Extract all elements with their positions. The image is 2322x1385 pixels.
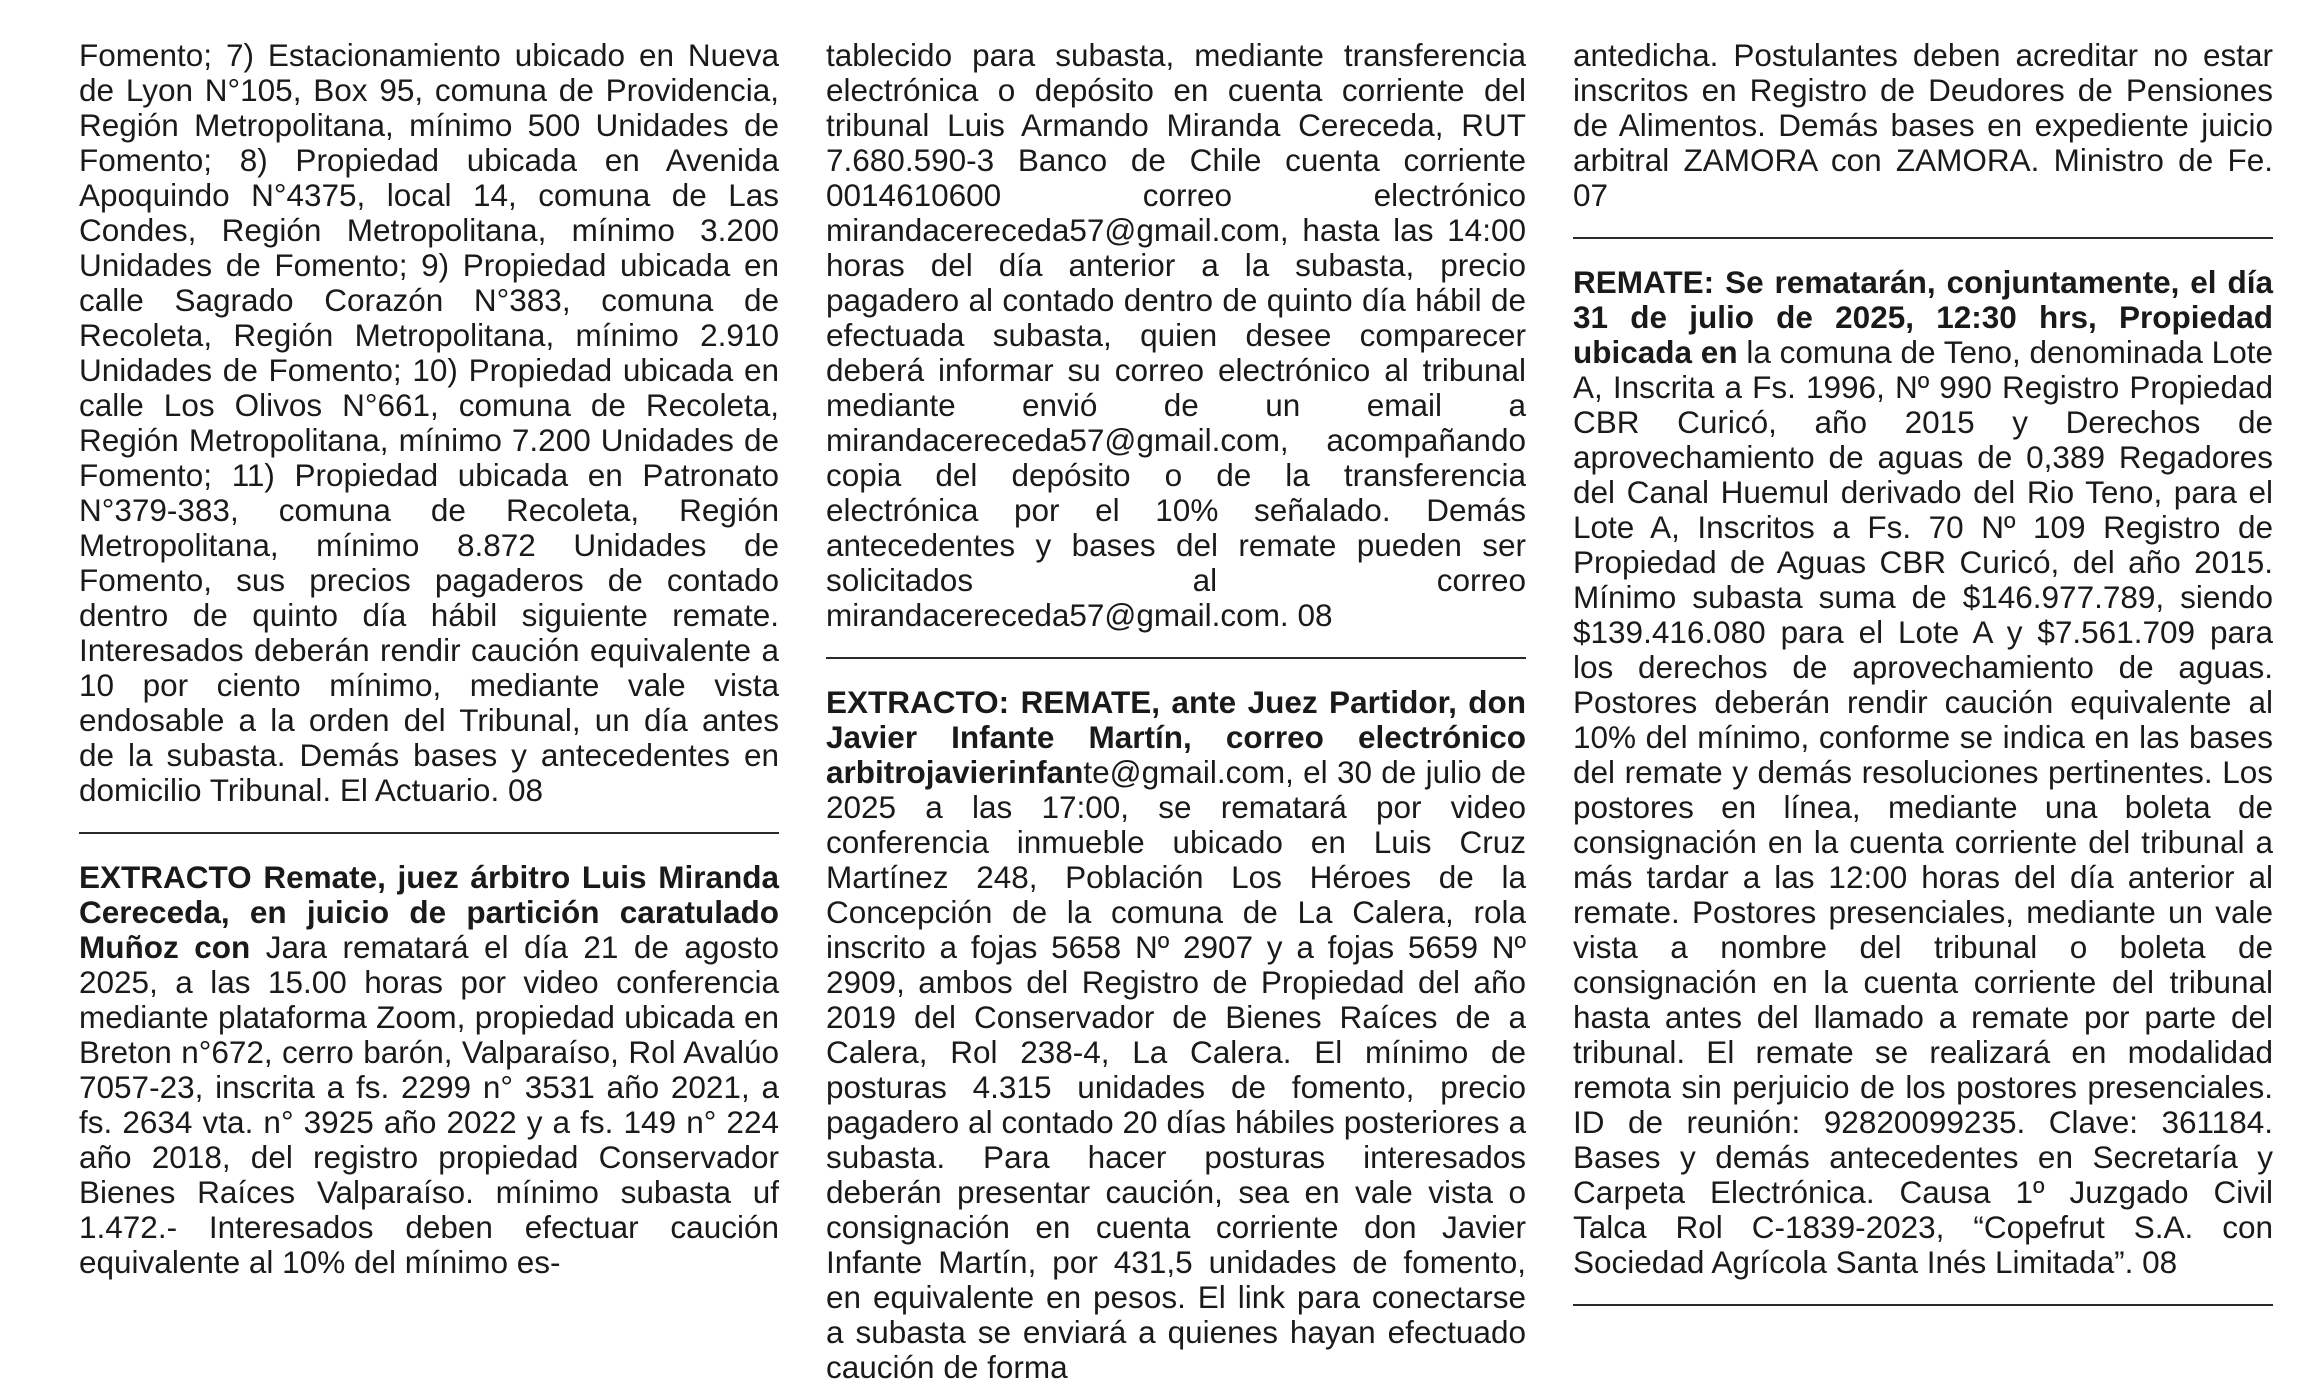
notice-body: antedicha. Postulantes deben acreditar no estar inscritos en Registro de Deudores de Pensiones de Alimentos. Demás bases en expediente juicio arbitral ZAMORA con ZAMORA. Ministro de Fe. 07 [1573,37,2273,213]
notice-lead: EXTRACTO Remate, juez árbitro Luis Miranda Cereceda, en juicio de partición caratulado Muñoz con [79,859,779,965]
column-2 [826,38,1526,1385]
notice-body: Jara rematará el día 21 de agosto 2025, a las 15.00 horas por video conferencia mediante plataforma Zoom, propiedad ubicada en Breton n°672, cerro barón, Valparaíso, Rol Avalúo 7057-23, inscrita a fs. 2299 n° 3531 año 2021, a fs. 2634 vta. n° 3925 año 2022 y a fs. 149 n° 224 año 2018, del registro propiedad Conservador Bienes Raíces Valparaíso. mínimo subasta uf 1.472.- Interesados deben efectuar caución equivalente al 10% del mínimo es- [79,929,779,1280]
notice-remate-miranda [79,860,779,1280]
column-3 [1573,38,2273,1332]
notice-paragraph [826,38,1526,633]
notice-remate-teno [1573,265,2273,1280]
notice-lead: REMATE: Se rematarán, conjuntamente, el día 31 de julio de 2025, 12:30 hrs, Propiedad ubicada en [1573,264,2273,370]
notice-divider [79,832,779,834]
notice-lead: EXTRACTO: REMATE, ante Juez Partidor, don Javier Infante Martín, correo electrónico arbitrojavierinfan [826,684,1526,790]
notice-body: te@gmail.com, el 30 de julio de 2025 a las 17:00, se rematará por video conferencia inmueble ubicado en Luis Cruz Martínez 248, Población Los Héroes de la Concepción de la comuna de La Calera, rola inscrito a fojas 5658 Nº 2907 y a fojas 5659 Nº 2909, ambos del Registro de Propiedad del año 2019 del Conservador de Bienes Raíces de a Calera, Rol 238-4, La Calera. El mínimo de posturas 4.315 unidades de fomento, precio pagadero al contado 20 días hábiles posteriores a subasta. Para hacer posturas interesados deberán presentar caución, sea en vale vista o consignación en cuenta corriente don Javier Infante Martín, por 431,5 unidades de fomento, en equivalente en pesos. El link para conectarse a subasta se enviará a quienes hayan efectuado caución de forma [826,754,1526,1385]
notice-paragraph [79,38,779,808]
notice-continuation [1573,38,2273,213]
column-1 [79,38,779,1280]
notice-body: la comuna de Teno, denominada Lote A, Inscrita a Fs. 1996, Nº 990 Registro Propiedad CBR Curicó, año 2015 y Derechos de aprovechamiento de aguas de 0,389 Regadores del Canal Huemul derivado del Rio Teno, para el Lote A, Inscritos a Fs. 70 Nº 109 Registro de Propiedad de Aguas CBR Curicó, del año 2015. Mínimo subasta suma de $146.977.789, siendo $139.416.080 para el Lote A y $7.561.709 para los derechos de aprovechamiento de aguas. Postores deberán rendir caución equivalente al 10% del mínimo, conforme se indica en las bases del remate y demás resoluciones pertinentes. Los postores en línea, mediante una boleta de consignación en la cuenta corriente del tribunal a más tardar a las 12:00 horas del día anterior al remate. Postores presenciales, mediante un vale vista a nombre del tribunal o boleta de consignación en la cuenta corriente del tribunal hasta antes del llamado a remate por parte del tribunal. El remate se realizará en modalidad remota sin perjuicio de los postores presenciales. ID de reunión: 92820099235. Clave: 361184. Bases y demás antecedentes en Secretaría y Carpeta Electrónica. Causa 1º Juzgado Civil Talca Rol C-1839-2023, “Copefrut S.A. con Sociedad Agrícola Santa Inés Limitada”. 08 [1573,334,2273,1280]
notice-continuation [79,38,779,808]
notice-paragraph [826,685,1526,1385]
notice-continuation [826,38,1526,633]
notice-paragraph [1573,38,2273,213]
notice-remate-infante [826,685,1526,1385]
notice-divider [1573,237,2273,239]
notice-paragraph [79,860,779,1280]
notice-divider [1573,1304,2273,1306]
notice-paragraph [1573,265,2273,1280]
notice-divider [826,657,1526,659]
notice-body: Fomento; 7) Estacionamiento ubicado en Nueva de Lyon N°105, Box 95, comuna de Providencia, Región Metropolitana, mínimo 500 Unidades de Fomento; 8) Propiedad ubicada en Avenida Apoquindo N°4375, local 14, comuna de Las Condes, Región Metropolitana, mínimo 3.200 Unidades de Fomento; 9) Propiedad ubicada en calle Sagrado Corazón N°383, comuna de Recoleta, Región Metropolitana, mínimo 2.910 Unidades de Fomento; 10) Propiedad ubicada en calle Los Olivos N°661, comuna de Recoleta, Región Metropolitana, mínimo 7.200 Unidades de Fomento; 11) Propiedad ubicada en Patronato N°379-383, comuna de Recoleta, Región Metropolitana, mínimo 8.872 Unidades de Fomento, sus precios pagaderos de contado dentro de quinto día hábil siguiente remate. Interesados deberán rendir caución equivalente a 10 por ciento mínimo, mediante vale vista endosable a la orden del Tribunal, un día antes de la subasta. Demás bases y antecedentes en domicilio Tribunal. El Actuario. 08 [79,37,779,808]
notice-body: tablecido para subasta, mediante transferencia electrónica o depósito en cuenta corriente del tribunal Luis Armando Miranda Cereceda, RUT 7.680.590-3 Banco de Chile cuenta corriente 0014610600 correo electrónico mirandacereceda57@gmail.com, hasta las 14:00 horas del día anterior a la subasta, precio pagadero al contado dentro de quinto día hábil de efectuada subasta, quien desee comparecer deberá informar su correo electrónico al tribunal mediante envió de un email a mirandacereceda57@gmail.com, acompañando copia del depósito o de la transferencia electrónica por el 10% señalado. Demás antecedentes y bases del remate pueden ser solicitados al correo mirandacereceda57@gmail.com. 08 [826,37,1526,633]
